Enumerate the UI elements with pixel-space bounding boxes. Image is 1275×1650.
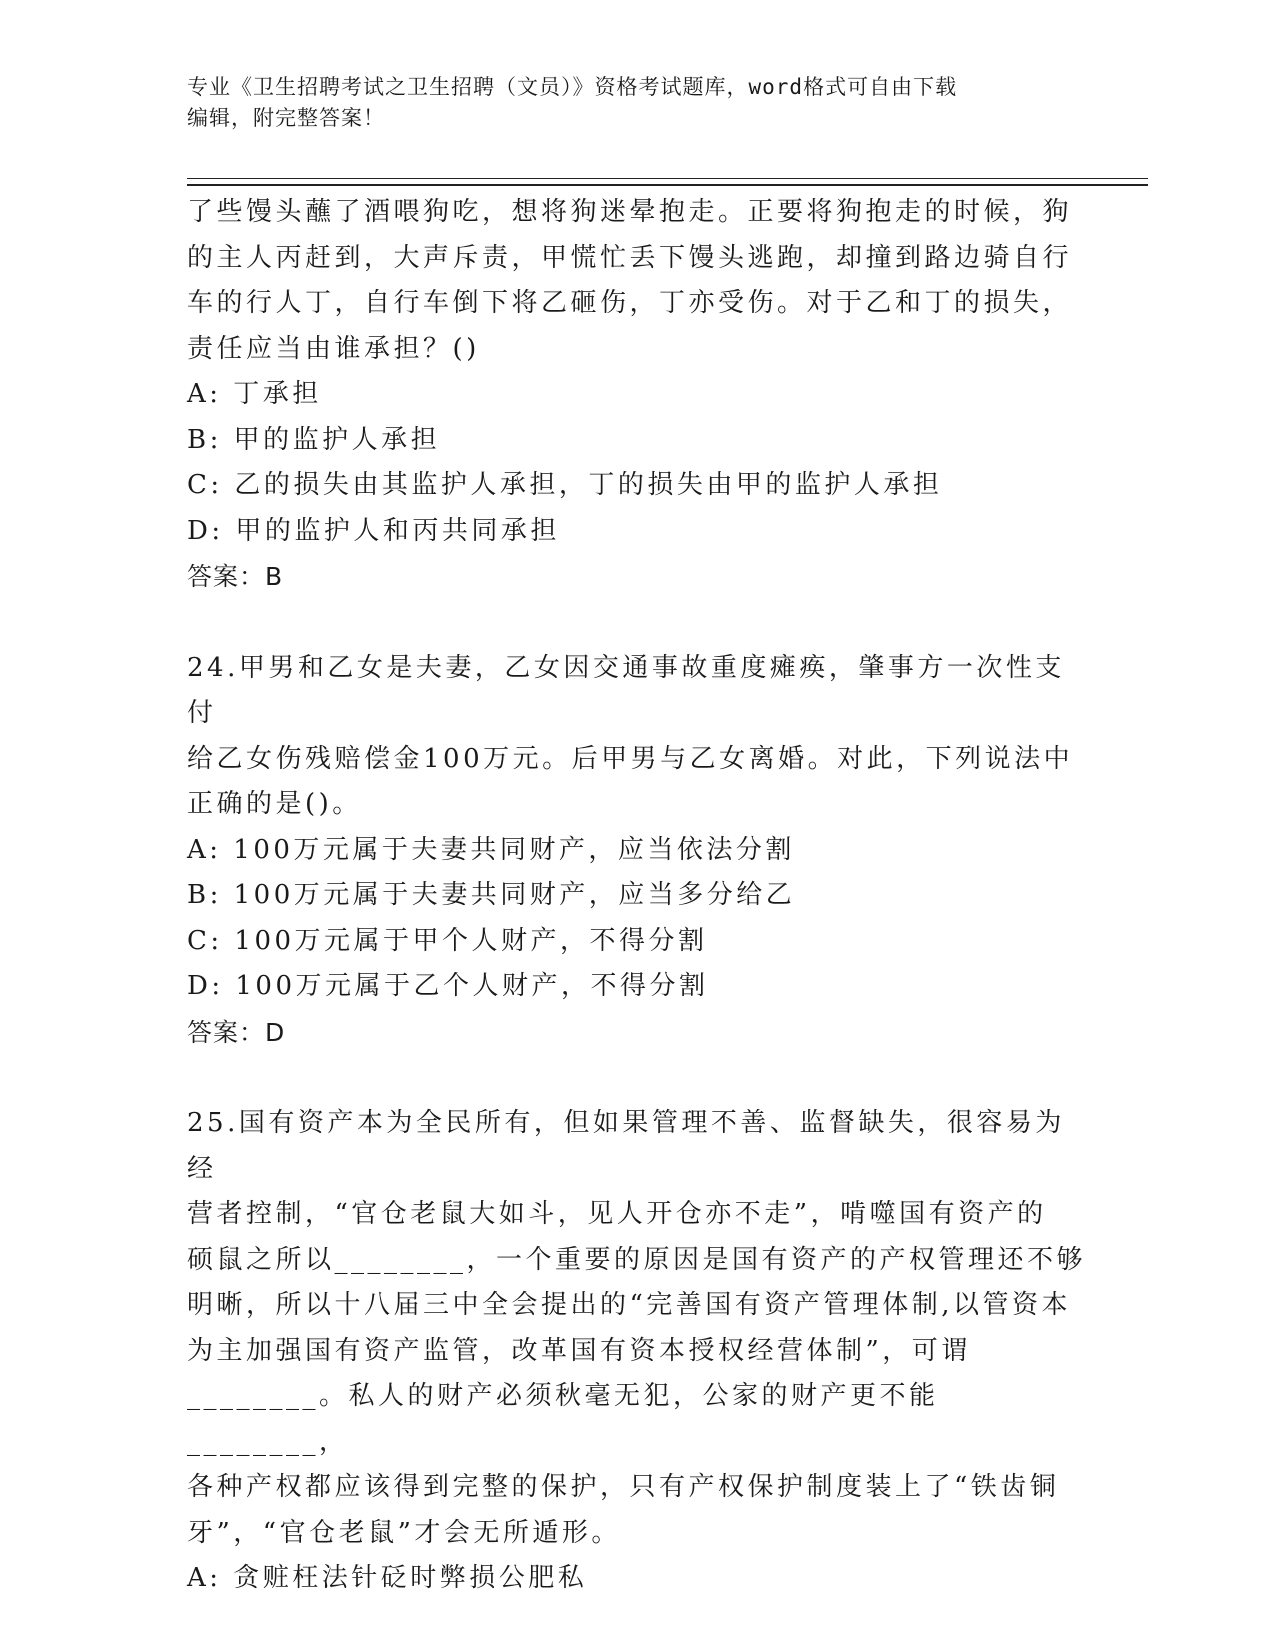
header-line-2: 编辑，附完整答案！ — [187, 106, 385, 130]
question-text-line: 了些馒头蘸了酒喂狗吃，想将狗迷晕抱走。正要将狗抱走的时候，狗 — [187, 197, 1073, 227]
question-text-line: 营者控制，“官仓老鼠大如斗，见人开仓亦不走”，啃噬国有资产的 — [187, 1199, 1047, 1229]
question-text-line: 车的行人丁，自行车倒下将乙砸伤，丁亦受伤。对于乙和丁的损失， — [187, 288, 1073, 318]
answer-line: 答案：D — [187, 1017, 286, 1047]
header-line-1: 专业《卫生招聘考试之卫生招聘（文员）》资格考试题库，word格式可自由下载 — [187, 75, 958, 99]
option-d: D: 甲的监护人和丙共同承担 — [187, 515, 560, 546]
question-text-line: 24.甲男和乙女是夫妻，乙女因交通事故重度瘫痪，肇事方一次性支付 — [187, 652, 1065, 728]
question-text-line: ________。私人的财产必须秋毫无犯，公家的财产更不能________， — [187, 1381, 939, 1457]
option-a: A: 贪赃枉法针砭时弊损公肥私 — [187, 1563, 588, 1593]
question-text-line: 牙”，“官仓老鼠”才会无所遁形。 — [187, 1517, 621, 1548]
question-spacer — [187, 600, 1087, 646]
question-text-line: 的主人丙赶到，大声斥责，甲慌忙丢下馒头逃跑，却撞到路边骑自行 — [187, 242, 1073, 273]
question-text-line: 为主加强国有资产监管，改革国有资本授权经营体制”，可谓 — [187, 1335, 971, 1366]
question-text-line: 明晰，所以十八届三中全会提出的“完善国有资产管理体制,以管资本 — [187, 1290, 1072, 1320]
option-c: C: 100万元属于甲个人财产，不得分割 — [187, 925, 708, 956]
question-spacer — [187, 1055, 1087, 1101]
question-text-line: 25.国有资产本为全民所有，但如果管理不善、监督缺失，很容易为经 — [187, 1108, 1065, 1184]
question-text-line: 给乙女伤残赔偿金100万元。后甲男与乙女离婚。对此，下列说法中 — [187, 743, 1074, 774]
option-c: C: 乙的损失由其监护人承担，丁的损失由甲的监护人承担 — [187, 470, 943, 500]
option-b: B: 100万元属于夫妻共同财产，应当多分给乙 — [187, 880, 796, 910]
document-body — [187, 190, 1087, 1602]
answer-line: 答案：B — [187, 562, 284, 591]
question-text-line: 正确的是()。 — [187, 789, 362, 819]
question-text-line: 硕鼠之所以________，一个重要的原因是国有资产的产权管理还不够 — [187, 1244, 1087, 1275]
question-24 — [187, 646, 1087, 1056]
page-header — [187, 72, 1087, 134]
question-text-line: 各种产权都应该得到完整的保护，只有产权保护制度装上了“铁齿铜 — [187, 1472, 1060, 1502]
option-b: B: 甲的监护人承担 — [187, 424, 441, 455]
question-text-line: 责任应当由谁承担？() — [187, 333, 480, 364]
question-23 — [187, 190, 1087, 600]
option-d: D: 100万元属于乙个人财产，不得分割 — [187, 971, 709, 1001]
option-a: A: 丁承担 — [187, 379, 322, 409]
option-a: A: 100万元属于夫妻共同财产，应当依法分割 — [187, 834, 795, 865]
header-divider — [187, 178, 1148, 186]
question-25 — [187, 1101, 1087, 1602]
